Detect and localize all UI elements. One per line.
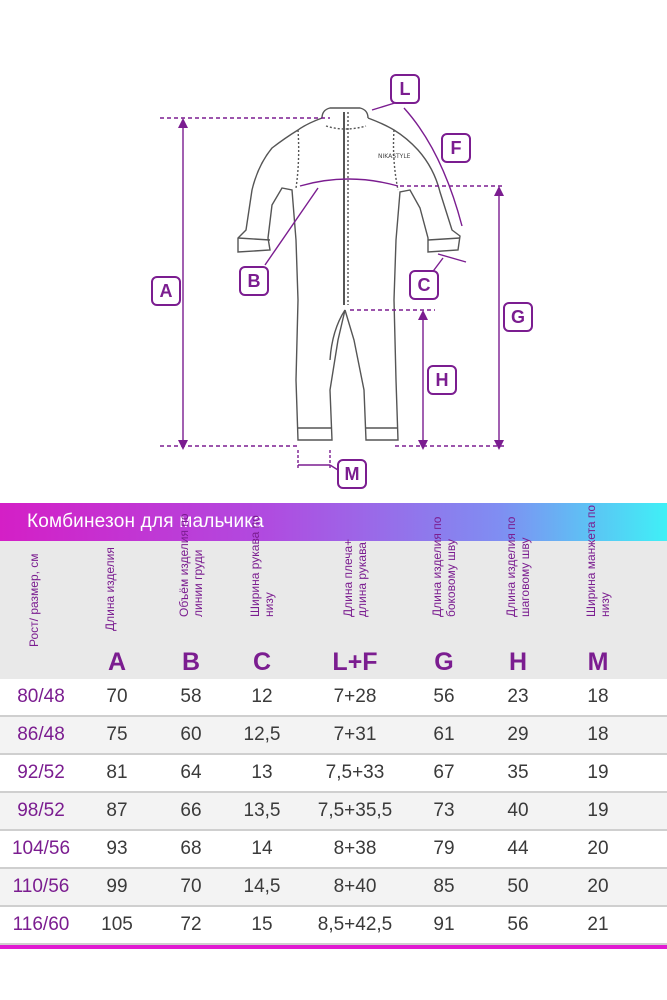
size-cell: 110/56 — [12, 876, 70, 897]
measurement-cell: 7,5+33 — [325, 762, 385, 783]
measurement-cell: 81 — [106, 762, 128, 783]
table-row — [0, 755, 667, 793]
measurement-cell: 73 — [433, 800, 455, 821]
measurement-cell: 23 — [507, 686, 529, 707]
label-f: F — [441, 133, 471, 163]
column-letter: L+F — [332, 648, 378, 676]
column-header — [82, 541, 152, 679]
measurement-cell: 87 — [106, 800, 128, 821]
measurement-cell: 8,5+42,5 — [317, 914, 393, 935]
column-letter: C — [252, 648, 272, 676]
measurement-cell: 99 — [106, 876, 128, 897]
measurement-cell: 70 — [180, 876, 202, 897]
size-cell: 104/56 — [11, 838, 71, 859]
brand-label: NIKASTYLE — [378, 153, 411, 160]
measurement-cell: 66 — [180, 800, 202, 821]
column-header — [404, 516, 484, 679]
label-c: C — [409, 270, 439, 300]
measurement-cell: 67 — [433, 762, 455, 783]
measurement-cell: 21 — [587, 914, 609, 935]
column-label: Длина изделия по боковому шву — [430, 516, 458, 617]
measurement-cell: 13,5 — [243, 800, 281, 821]
measurement-cell: 7+31 — [333, 724, 377, 745]
measurement-cell: 40 — [507, 800, 529, 821]
size-cell: 86/48 — [17, 724, 65, 745]
measurement-cell: 8+40 — [333, 876, 377, 897]
label-b: B — [239, 266, 269, 296]
column-header — [558, 504, 638, 679]
measurement-cell: 56 — [433, 686, 455, 707]
column-label: Длина плеча+ длина рукава — [341, 538, 369, 617]
measurement-cell: 58 — [180, 686, 202, 707]
column-label: Объём изделия по линии груди — [177, 513, 205, 617]
measurement-cell: 60 — [180, 724, 202, 745]
column-header — [481, 516, 556, 679]
column-label: Длина изделия — [103, 547, 117, 631]
column-letter: B — [181, 648, 201, 676]
measurement-cell: 85 — [433, 876, 455, 897]
column-letter: H — [508, 648, 528, 676]
label-g: G — [503, 302, 533, 332]
table-row — [0, 869, 667, 907]
size-cell: 98/52 — [17, 800, 65, 821]
measurement-cell: 105 — [101, 914, 133, 935]
table-row — [0, 907, 667, 945]
table-row — [0, 717, 667, 755]
measurement-cell: 50 — [507, 876, 529, 897]
measurement-cell: 44 — [507, 838, 529, 859]
table-row — [0, 831, 667, 869]
measurement-cell: 75 — [106, 724, 128, 745]
measurement-cell: 18 — [587, 686, 609, 707]
measurement-cell: 29 — [507, 724, 529, 745]
measurement-cell: 20 — [587, 876, 609, 897]
column-label: Ширина рукава по низу — [248, 515, 276, 617]
measurement-cell: 79 — [433, 838, 455, 859]
measurement-cell: 18 — [587, 724, 609, 745]
measurement-cell: 91 — [433, 914, 455, 935]
bottom-divider — [0, 945, 667, 949]
measurement-cell: 14,5 — [243, 876, 281, 897]
measurement-cell: 15 — [251, 914, 273, 935]
column-label: Длина изделия по шаговому шву — [504, 516, 532, 617]
label-h: H — [427, 365, 457, 395]
table-row — [0, 793, 667, 831]
label-l: L — [390, 74, 420, 104]
column-letter: G — [434, 648, 454, 676]
measurement-cell: 70 — [106, 686, 128, 707]
column-header — [154, 513, 229, 679]
measurement-cell: 12 — [251, 686, 273, 707]
measurement-cell: 20 — [587, 838, 609, 859]
column-header — [227, 515, 297, 679]
measurement-cell: 8+38 — [333, 838, 377, 859]
column-header — [1, 541, 81, 679]
label-m: M — [337, 459, 367, 489]
column-label: Ширина манжета по низу — [584, 504, 612, 617]
column-letter: A — [107, 648, 127, 676]
measurement-cell: 7+28 — [333, 686, 377, 707]
table-row — [0, 679, 667, 717]
column-header — [300, 538, 410, 679]
title-bar — [0, 503, 667, 541]
measurement-cell: 14 — [251, 838, 273, 859]
size-cell: 116/60 — [12, 914, 70, 935]
column-label: Рост/ размер, см — [27, 553, 41, 647]
measurement-cell: 13 — [251, 762, 273, 783]
measurement-cell: 35 — [507, 762, 529, 783]
measurement-cell: 12,5 — [243, 724, 281, 745]
size-cell: 92/52 — [17, 762, 65, 783]
size-cell: 80/48 — [17, 686, 65, 707]
measurement-cell: 19 — [587, 800, 609, 821]
label-a: A — [151, 276, 181, 306]
column-letter: M — [587, 648, 609, 676]
measurement-cell: 7,5+35,5 — [317, 800, 393, 821]
measurement-cell: 68 — [180, 838, 202, 859]
measurement-cell: 72 — [180, 914, 202, 935]
measurement-cell: 93 — [106, 838, 128, 859]
measurement-cell: 64 — [180, 762, 202, 783]
page-title: Комбинезон для мальчика — [27, 511, 264, 532]
measurement-cell: 56 — [507, 914, 529, 935]
measurement-cell: 61 — [433, 724, 455, 745]
measurement-cell: 19 — [587, 762, 609, 783]
